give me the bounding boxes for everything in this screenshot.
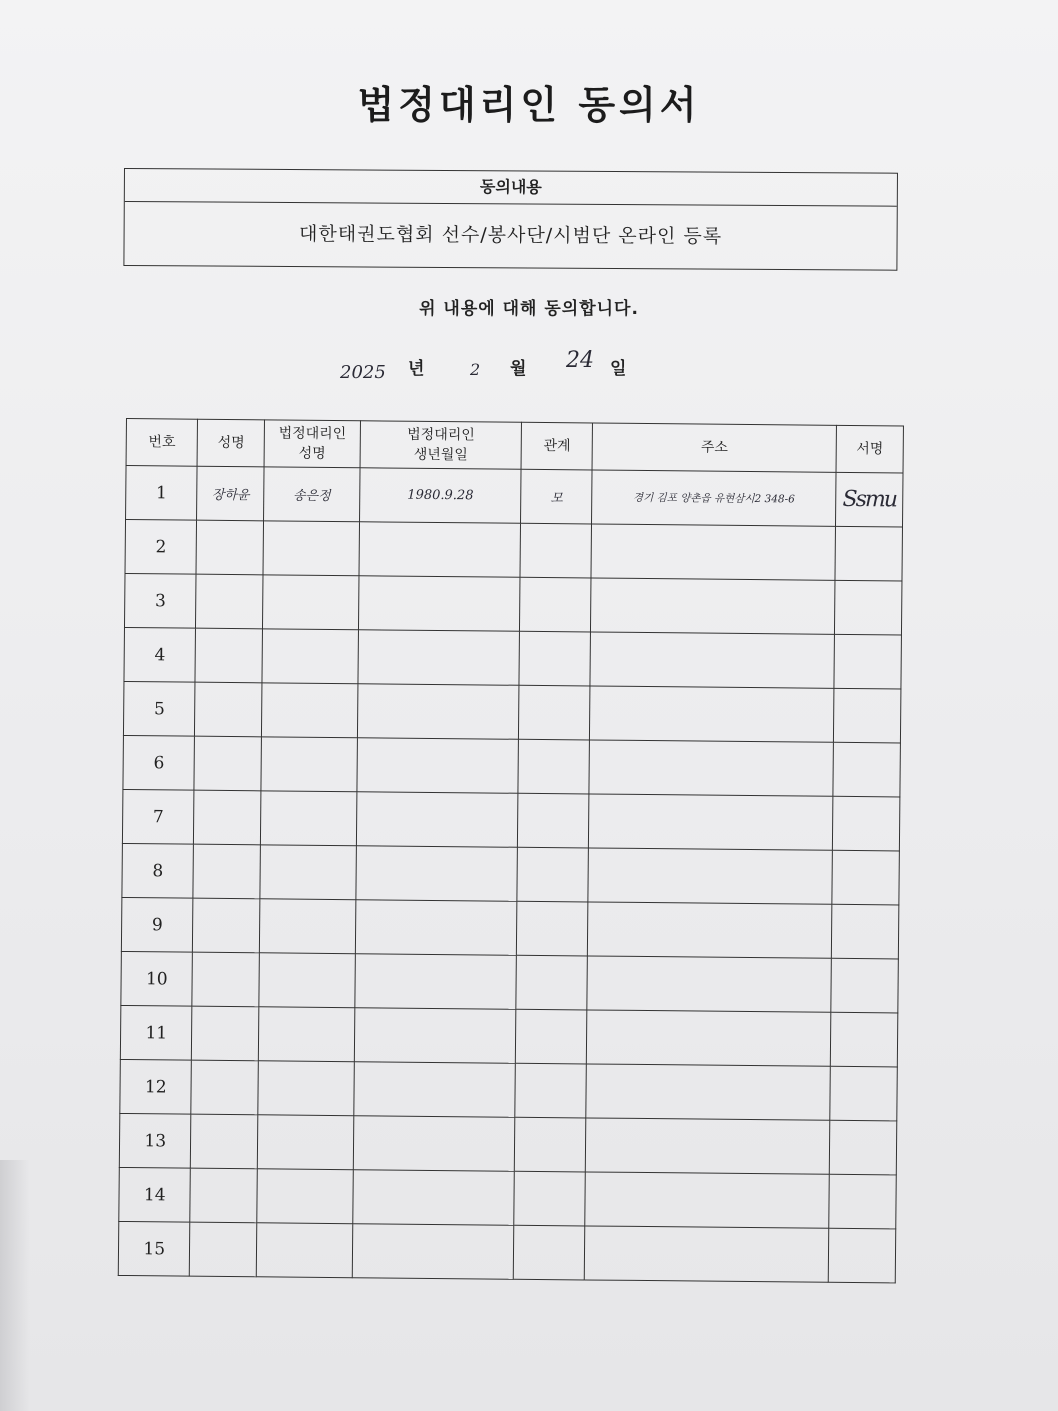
signature-cell[interactable] xyxy=(831,958,898,1013)
guardian-birth-cell[interactable] xyxy=(353,1170,515,1226)
student-name-cell[interactable] xyxy=(194,736,261,791)
address-cell[interactable] xyxy=(586,1064,830,1120)
guardian-birth-cell[interactable] xyxy=(356,846,518,902)
guardian-birth-cell[interactable] xyxy=(359,522,521,578)
table-row xyxy=(126,466,903,527)
relation-cell[interactable] xyxy=(514,1171,585,1226)
guardian-name-cell[interactable] xyxy=(260,845,356,900)
address-cell[interactable] xyxy=(585,1118,829,1174)
header-name: 성명 xyxy=(198,419,265,467)
signature-cell[interactable] xyxy=(835,526,902,581)
table-row xyxy=(125,520,902,581)
guardian-birth-cell[interactable] xyxy=(355,900,517,956)
address-cell[interactable] xyxy=(591,578,835,634)
row-number: 5 xyxy=(123,681,195,736)
student-name-cell[interactable] xyxy=(190,1168,257,1223)
relation-cell[interactable] xyxy=(520,577,591,632)
registration-table xyxy=(118,418,904,1283)
guardian-name-cell[interactable] xyxy=(261,737,357,792)
header-guardian-name: 법정대리인 성명 xyxy=(264,420,360,468)
address-cell[interactable] xyxy=(589,794,833,850)
signature-cell[interactable]: Ssmu xyxy=(836,472,903,527)
row-number: 14 xyxy=(119,1167,191,1222)
guardian-name-cell[interactable] xyxy=(259,953,355,1008)
signature-cell[interactable] xyxy=(834,634,901,689)
table-row xyxy=(123,681,900,742)
student-name-cell[interactable] xyxy=(195,628,262,683)
header-guardian-birth: 법정대리인 생년월일 xyxy=(360,421,522,470)
row-number: 11 xyxy=(120,1005,192,1060)
row-number: 10 xyxy=(121,951,193,1006)
relation-cell[interactable] xyxy=(514,1225,585,1280)
student-name-cell[interactable] xyxy=(193,844,260,899)
row-number: 13 xyxy=(119,1113,191,1168)
signature-cell[interactable] xyxy=(833,796,900,851)
table-row xyxy=(119,1113,896,1174)
row-number: 3 xyxy=(124,573,196,628)
row-number: 4 xyxy=(124,627,196,682)
date-year-value: 2025 xyxy=(340,362,386,383)
table-row xyxy=(120,1005,897,1066)
guardian-birth-cell[interactable] xyxy=(353,1116,515,1172)
guardian-birth-cell[interactable] xyxy=(354,1008,516,1064)
row-number: 9 xyxy=(121,897,193,952)
relation-cell[interactable] xyxy=(517,847,588,902)
table-row xyxy=(121,897,898,958)
consent-box xyxy=(123,168,898,271)
signature-cell[interactable] xyxy=(829,1174,896,1229)
student-name-cell[interactable]: 장하윤 xyxy=(197,466,264,521)
address-cell[interactable] xyxy=(591,524,835,580)
address-cell[interactable] xyxy=(587,956,831,1012)
guardian-name-cell[interactable] xyxy=(261,791,357,846)
address-cell[interactable] xyxy=(586,1010,830,1066)
signature-cell[interactable] xyxy=(831,904,898,959)
signature-cell[interactable] xyxy=(828,1228,895,1283)
guardian-birth-cell[interactable] xyxy=(357,684,519,740)
guardian-name-cell[interactable] xyxy=(259,1007,355,1062)
relation-cell[interactable] xyxy=(516,955,587,1010)
signature-cell[interactable] xyxy=(832,850,899,905)
row-number: 6 xyxy=(123,735,195,790)
student-name-cell[interactable] xyxy=(195,682,262,737)
row-number: 1 xyxy=(126,466,198,521)
guardian-name-cell[interactable] xyxy=(258,1115,354,1170)
header-relation: 관계 xyxy=(521,422,592,470)
address-cell[interactable]: 경기 김포 양촌읍 유현삼시2 348-6 xyxy=(592,470,836,526)
header-signature: 서명 xyxy=(836,425,903,473)
signature-cell[interactable] xyxy=(830,1066,897,1121)
student-name-cell[interactable] xyxy=(193,898,260,953)
guardian-birth-cell[interactable] xyxy=(355,954,517,1010)
guardian-birth-cell[interactable] xyxy=(352,1224,514,1280)
page-edge-shadow xyxy=(0,1160,30,1411)
relation-cell[interactable] xyxy=(517,901,588,956)
relation-cell[interactable] xyxy=(515,1117,586,1172)
relation-cell[interactable] xyxy=(515,1063,586,1118)
row-number: 7 xyxy=(122,789,194,844)
student-name-cell[interactable] xyxy=(191,1114,258,1169)
guardian-name-cell[interactable] xyxy=(257,1169,353,1224)
table-body xyxy=(118,466,903,1283)
guardian-name-cell[interactable] xyxy=(263,521,359,576)
guardian-birth-cell[interactable] xyxy=(358,576,520,632)
table-row xyxy=(121,951,898,1012)
address-cell[interactable] xyxy=(590,686,834,742)
guardian-name-cell[interactable] xyxy=(260,899,356,954)
date-month-value: 2 xyxy=(470,360,481,379)
address-cell[interactable] xyxy=(590,632,834,688)
address-cell[interactable] xyxy=(584,1226,828,1282)
date-day-label: 일 xyxy=(610,359,627,379)
guardian-name-cell[interactable] xyxy=(258,1061,354,1116)
relation-cell[interactable] xyxy=(519,685,590,740)
signature-cell[interactable] xyxy=(830,1012,897,1067)
signature-cell[interactable] xyxy=(833,742,900,797)
guardian-name-cell[interactable] xyxy=(262,629,358,684)
relation-cell[interactable] xyxy=(518,793,589,848)
date-year-label: 년 xyxy=(408,359,425,379)
table-row xyxy=(119,1167,896,1228)
table-row xyxy=(118,1221,895,1282)
document-title: 법정대리인 동의서 xyxy=(357,83,701,127)
address-cell[interactable] xyxy=(585,1172,829,1228)
student-name-cell[interactable] xyxy=(192,1006,259,1061)
table-row xyxy=(123,735,900,796)
table-header-row xyxy=(126,419,903,473)
relation-cell[interactable] xyxy=(520,523,591,578)
row-number: 2 xyxy=(125,520,197,575)
guardian-birth-cell[interactable]: 1980.9.28 xyxy=(359,468,521,524)
consent-text: 대한태권도협회 선수/봉사단/시범단 온라인 등록 xyxy=(299,223,723,248)
guardian-birth-cell[interactable] xyxy=(356,792,518,848)
registration-table-wrap xyxy=(118,418,904,1277)
row-number: 8 xyxy=(122,843,194,898)
table-row xyxy=(124,573,901,634)
date-month-label: 월 xyxy=(510,359,527,379)
header-address: 주소 xyxy=(592,423,836,472)
date-line xyxy=(330,348,650,392)
agree-statement: 위 내용에 대해 동의합니다. xyxy=(419,299,639,319)
guardian-birth-cell[interactable] xyxy=(358,630,520,686)
address-cell[interactable] xyxy=(588,902,832,958)
table-row xyxy=(122,843,899,904)
header-number: 번호 xyxy=(126,419,198,467)
table-row xyxy=(120,1059,897,1120)
consent-header: 동의내용 xyxy=(125,169,897,207)
relation-cell[interactable] xyxy=(519,631,590,686)
signature-cell[interactable] xyxy=(829,1120,896,1175)
relation-cell[interactable]: 모 xyxy=(521,469,592,524)
student-name-cell[interactable] xyxy=(194,790,261,845)
guardian-birth-cell[interactable] xyxy=(357,738,519,794)
guardian-name-cell[interactable] xyxy=(263,575,359,630)
relation-cell[interactable] xyxy=(516,1009,587,1064)
guardian-name-cell[interactable] xyxy=(257,1223,353,1278)
student-name-cell[interactable] xyxy=(192,952,259,1007)
student-name-cell[interactable] xyxy=(196,574,263,629)
guardian-name-cell[interactable] xyxy=(262,683,358,738)
signature-cell[interactable] xyxy=(835,580,902,635)
student-name-cell[interactable] xyxy=(190,1222,257,1277)
guardian-name-cell[interactable]: 송은정 xyxy=(264,467,360,522)
row-number: 15 xyxy=(118,1221,190,1276)
table-row xyxy=(124,627,901,688)
guardian-birth-cell[interactable] xyxy=(354,1062,516,1118)
table-row xyxy=(122,789,899,850)
signature-cell[interactable] xyxy=(834,688,901,743)
relation-cell[interactable] xyxy=(518,739,589,794)
student-name-cell[interactable] xyxy=(196,520,263,575)
row-number: 12 xyxy=(120,1059,192,1114)
student-name-cell[interactable] xyxy=(191,1060,258,1115)
address-cell[interactable] xyxy=(588,848,832,904)
address-cell[interactable] xyxy=(589,740,833,796)
date-day-value: 24 xyxy=(566,348,594,373)
